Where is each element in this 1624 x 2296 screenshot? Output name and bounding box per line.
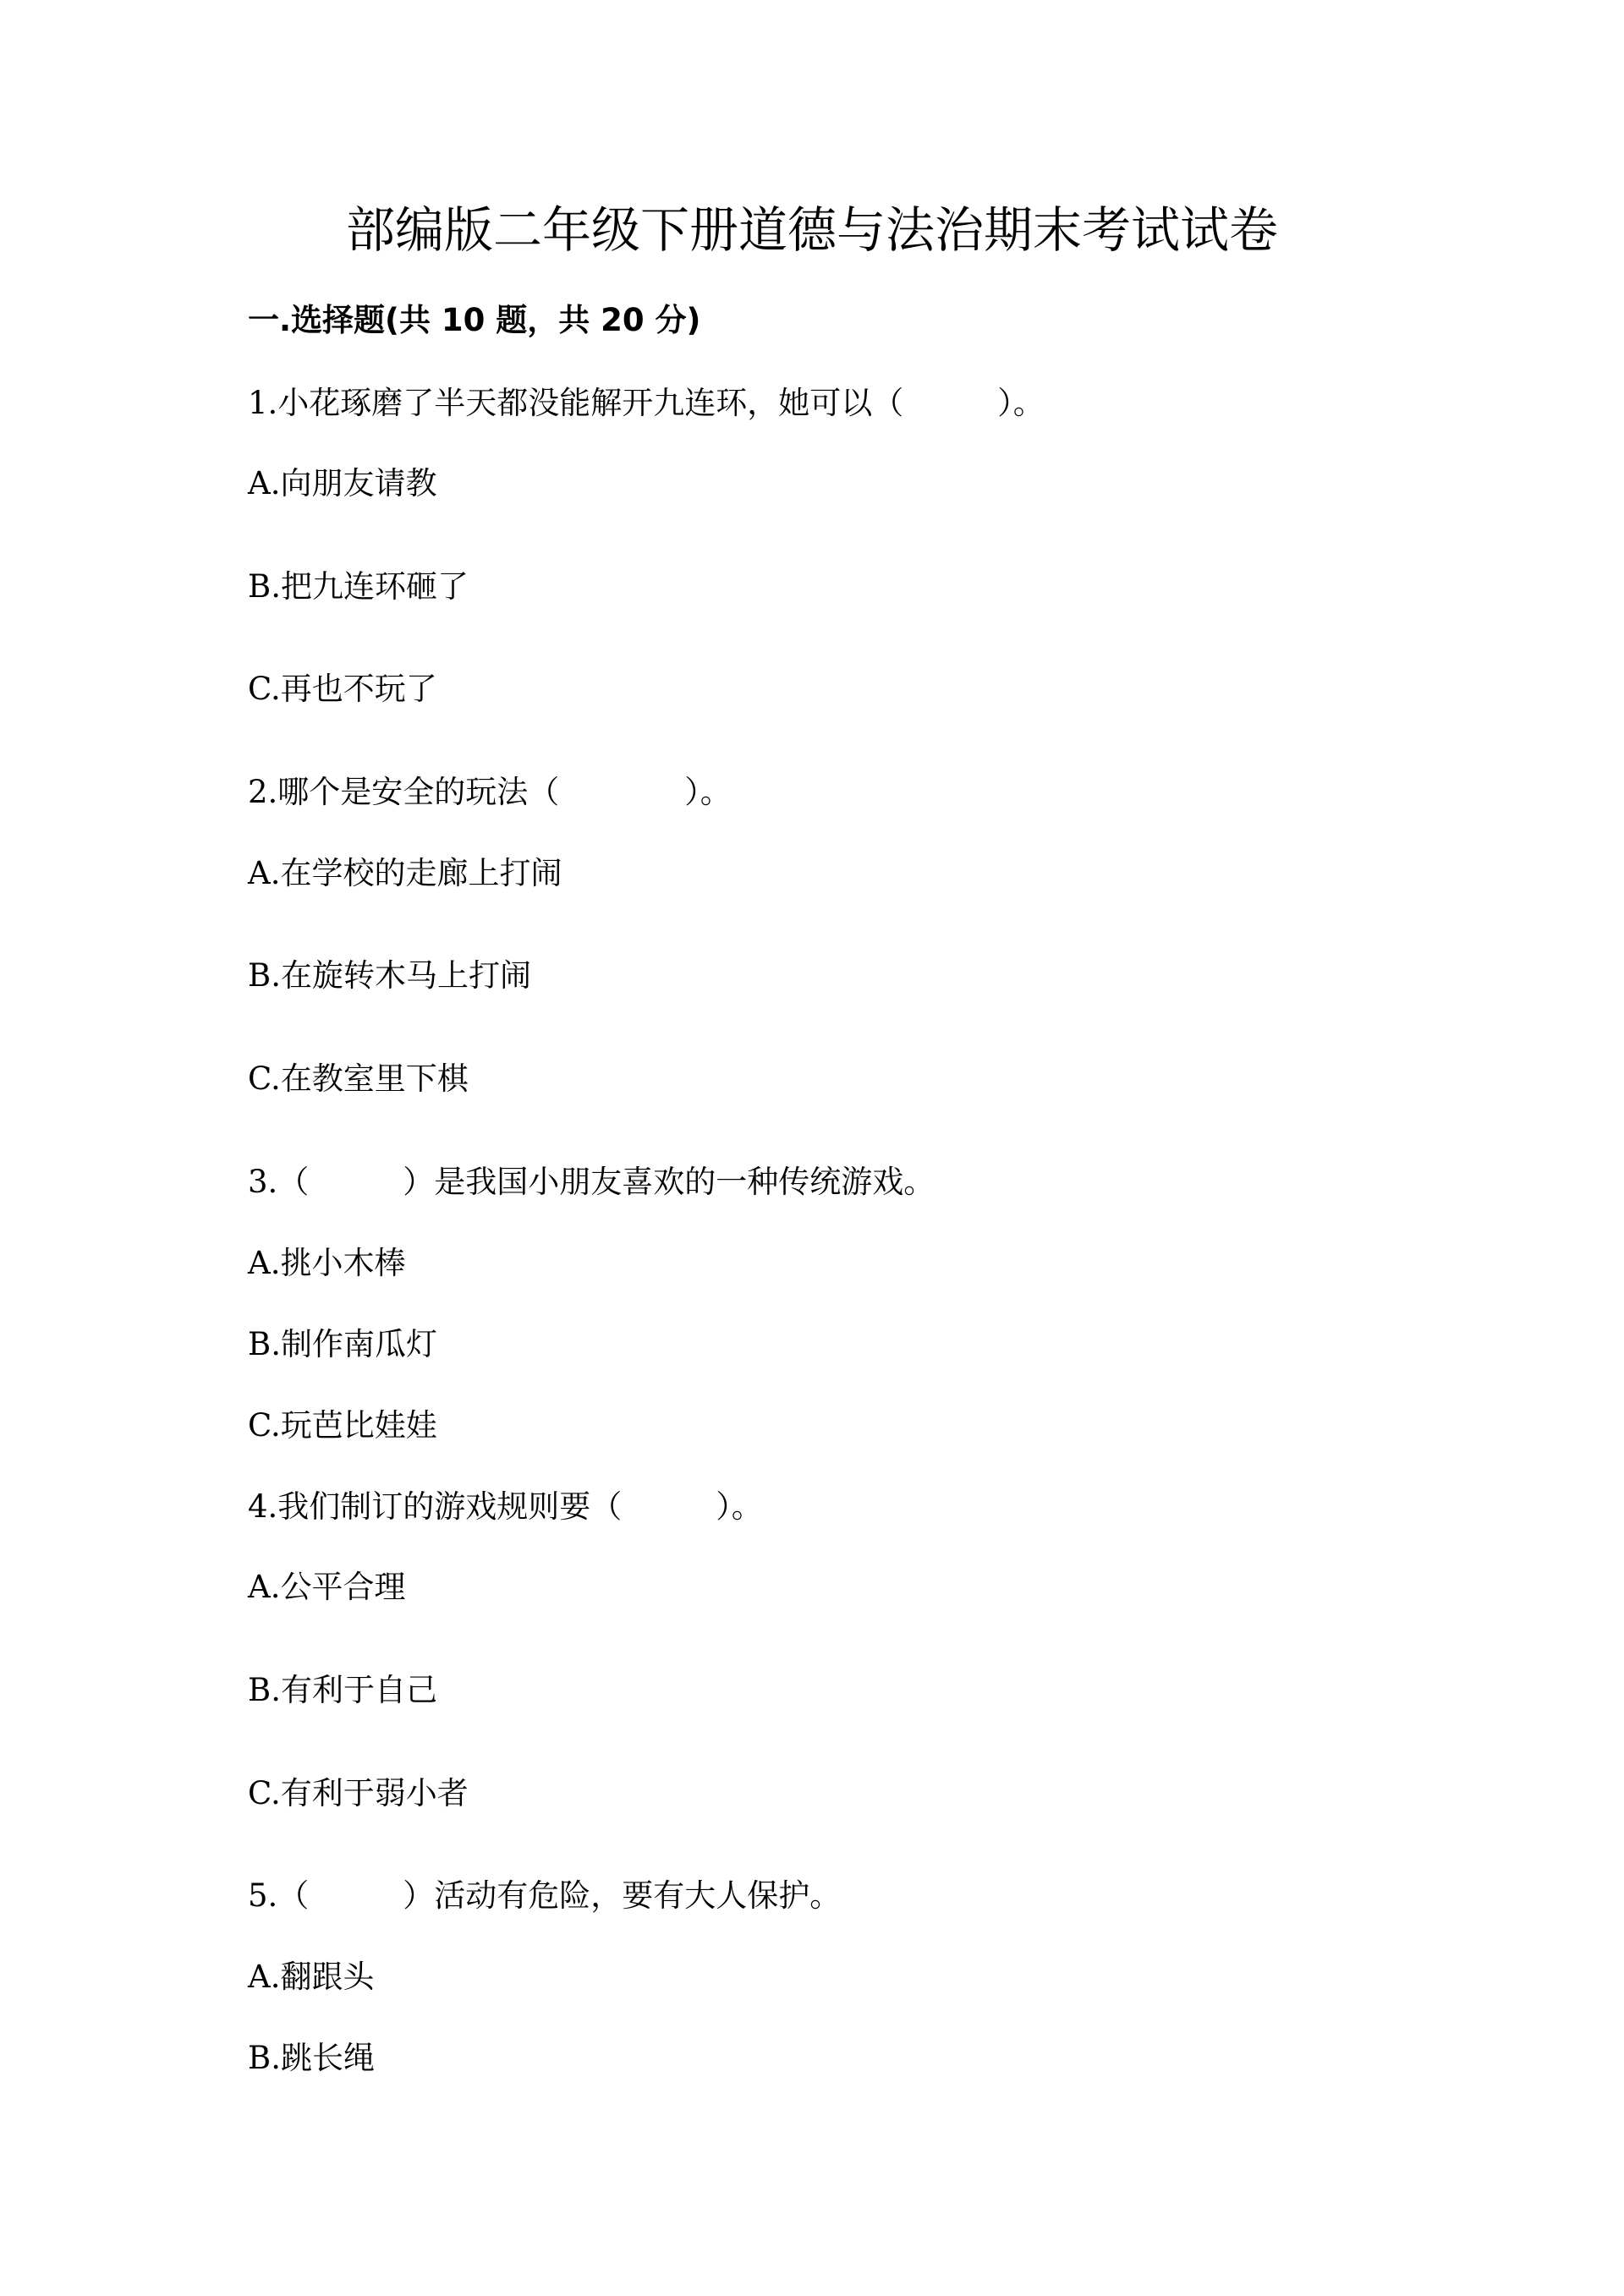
question-stem: 1.小花琢磨了半天都没能解开九连环，她可以（ ）。 — [248, 385, 1045, 421]
option-a: A.翻跟头 — [248, 1959, 375, 1995]
question-stem: 3.（ ）是我国小朋友喜欢的一种传统游戏。 — [248, 1164, 935, 1200]
section-heading: 一.选择题(共 10 题，共 20 分) — [248, 302, 701, 338]
option-c: C.再也不玩了 — [248, 671, 437, 707]
option-a: A.公平合理 — [248, 1569, 406, 1605]
option-c: C.玩芭比娃娃 — [248, 1407, 437, 1444]
option-a: A.挑小木棒 — [248, 1245, 406, 1281]
option-b: B.把九连环砸了 — [248, 568, 469, 605]
exam-title: 部编版二年级下册道德与法治期末考试试卷 — [345, 201, 1278, 259]
question-stem: 4.我们制订的游戏规则要（ ）。 — [248, 1488, 763, 1525]
question-stem: 5.（ ）活动有危险，要有大人保护。 — [248, 1877, 842, 1914]
option-b: B.在旋转木马上打闹 — [248, 957, 531, 994]
option-b: B.制作南瓜灯 — [248, 1326, 437, 1362]
option-b: B.跳长绳 — [248, 2040, 375, 2076]
option-a: A.向朋友请教 — [248, 465, 437, 501]
option-b: B.有利于自己 — [248, 1672, 437, 1708]
option-c: C.在教室里下棋 — [248, 1060, 469, 1097]
option-a: A.在学校的走廊上打闹 — [248, 855, 562, 891]
question-stem: 2.哪个是安全的玩法（ ）。 — [248, 774, 732, 810]
option-c: C.有利于弱小者 — [248, 1775, 469, 1811]
